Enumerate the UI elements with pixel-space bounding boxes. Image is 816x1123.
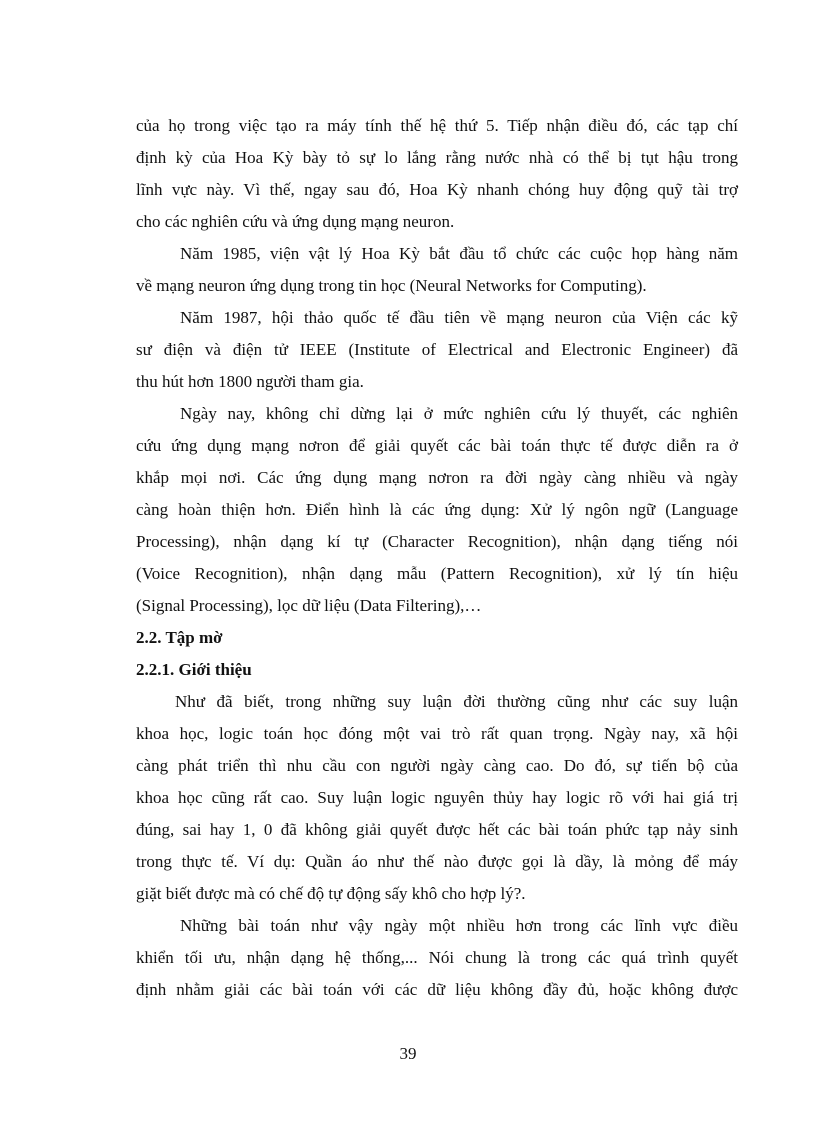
text-line: (Voice Recognition), nhận dạng mẫu (Pattern Recognition), xử lý tín hiệu bbox=[136, 564, 738, 583]
text-line: Những bài toán như vậy ngày một nhiều hơn trong các lĩnh vực điều bbox=[180, 916, 738, 935]
text-line: (Signal Processing), lọc dữ liệu (Data Filtering),… bbox=[136, 596, 482, 615]
text-line: định kỳ của Hoa Kỳ bày tỏ sự lo lắng rằng nước nhà có thể bị tụt hậu trong bbox=[136, 148, 738, 167]
subsection-heading: 2.2.1. Giới thiệu bbox=[136, 660, 252, 679]
text-line: khiển tối ưu, nhận dạng hệ thống,... Nói chung là trong các quá trình quyết bbox=[136, 948, 738, 967]
text-line: khoa học, logic toán học đóng một vai trò rất quan trọng. Ngày nay, xã hội bbox=[136, 724, 738, 743]
text-line: Năm 1985, viện vật lý Hoa Kỳ bắt đầu tổ chức các cuộc họp hàng năm bbox=[180, 244, 738, 263]
text-line: Processing), nhận dạng kí tự (Character Recognition), nhận dạng tiếng nói bbox=[136, 532, 738, 551]
text-line: cho các nghiên cứu và ứng dụng mạng neuron. bbox=[136, 212, 455, 231]
text-line: Ngày nay, không chỉ dừng lại ở mức nghiên cứu lý thuyết, các nghiên bbox=[180, 404, 738, 423]
text-line: khắp mọi nơi. Các ứng dụng mạng nơron ra đời ngày càng nhiều và ngày bbox=[136, 468, 738, 487]
page-number: 39 bbox=[399, 1044, 417, 1063]
text-line: cứu ứng dụng mạng nơron để giải quyết các bài toán thực tế được diễn ra ở bbox=[136, 436, 738, 455]
text-line: lĩnh vực này. Vì thế, ngay sau đó, Hoa Kỳ nhanh chóng huy động quỹ tài trợ bbox=[136, 180, 738, 199]
text-line: giặt biết được mà có chế độ tự động sấy khô cho hợp lý?. bbox=[136, 884, 526, 903]
text-line: khoa học cũng rất cao. Suy luận logic nguyên thủy hay logic rõ với hai giá trị bbox=[136, 788, 738, 807]
text-line: của họ trong việc tạo ra máy tính thế hệ thứ 5. Tiếp nhận điều đó, các tạp chí bbox=[136, 116, 738, 135]
text-line: sư điện và điện tử IEEE (Institute of Electrical and Electronic Engineer) đã bbox=[136, 340, 738, 359]
text-line: về mạng neuron ứng dụng trong tin học (Neural Networks for Computing). bbox=[136, 276, 647, 295]
text-line: càng hoàn thiện hơn. Điển hình là các ứng dụng: Xử lý ngôn ngữ (Language bbox=[136, 500, 738, 519]
text-line: định nhằm giải các bài toán với các dữ liệu không đầy đủ, hoặc không được bbox=[136, 980, 738, 999]
text-line: trong thực tế. Ví dụ: Quần áo như thế nào được gọi là dầy, là mỏng để máy bbox=[136, 852, 738, 871]
text-line: càng phát triển thì nhu cầu con người ngày càng cao. Do đó, sự tiến bộ của bbox=[136, 756, 738, 775]
text-line: đúng, sai hay 1, 0 đã không giải quyết được hết các bài toán phức tạp nảy sinh bbox=[136, 820, 738, 839]
text-line: Năm 1987, hội thảo quốc tế đầu tiên về mạng neuron của Viện các kỹ bbox=[180, 308, 738, 327]
text-line: Như đã biết, trong những suy luận đời thường cũng như các suy luận bbox=[175, 692, 738, 711]
text-line: thu hút hơn 1800 người tham gia. bbox=[136, 372, 364, 391]
section-heading: 2.2. Tập mờ bbox=[136, 628, 223, 647]
